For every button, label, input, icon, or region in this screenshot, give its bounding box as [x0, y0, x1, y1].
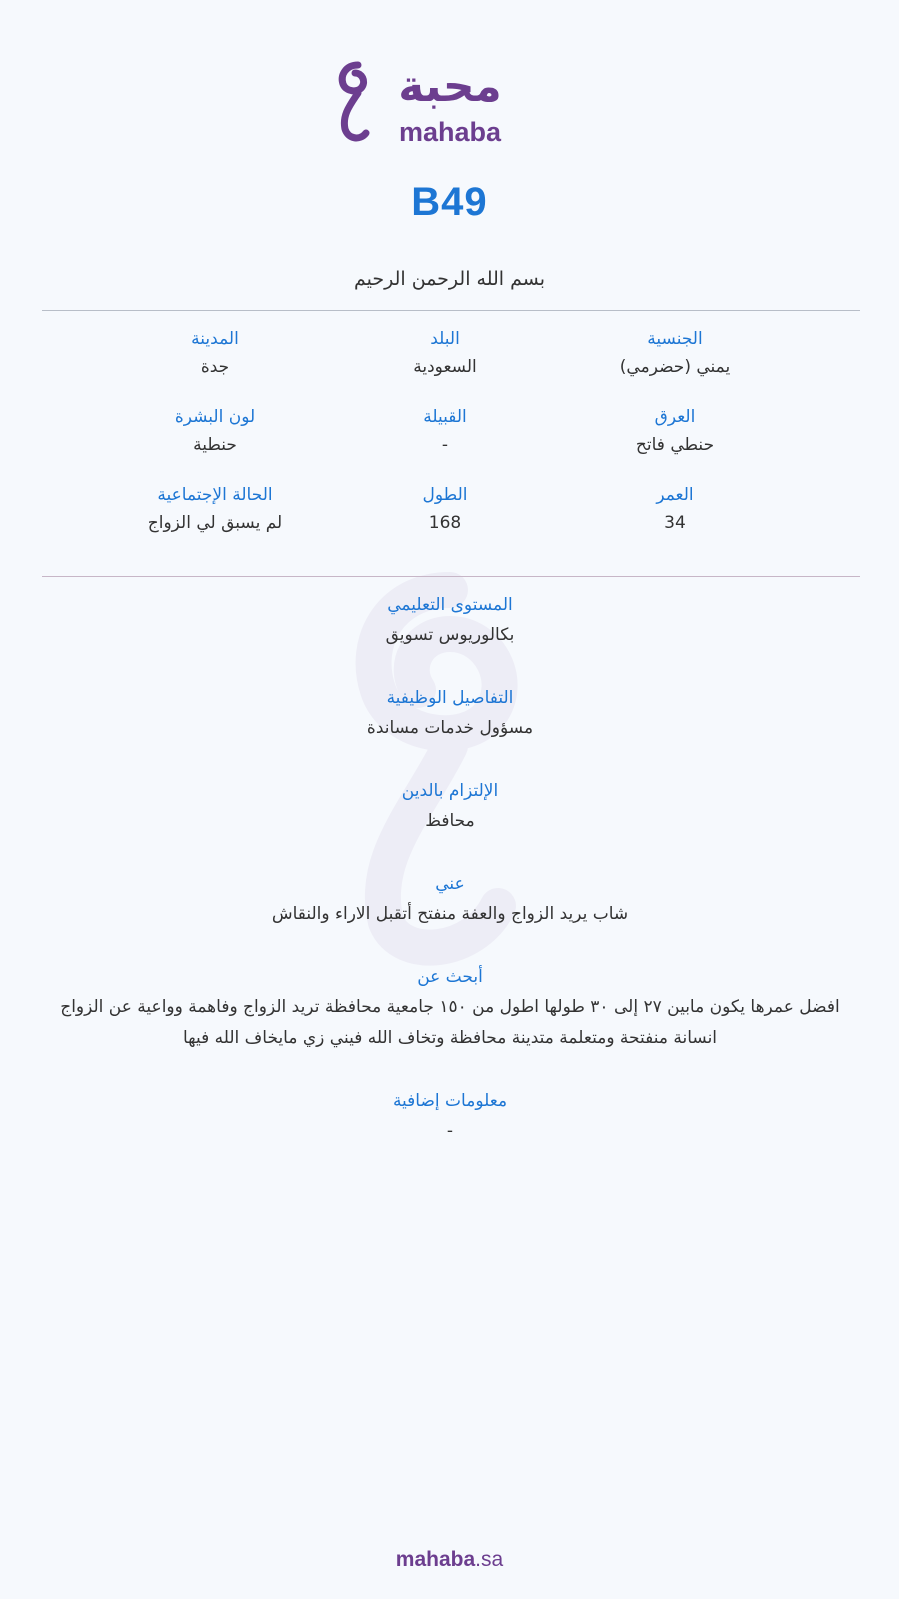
attr-marital-status	[100, 481, 330, 537]
section-value: افضل عمرها يكون مابين ٢٧ إلى ٣٠ طولها اطول من ١٥٠ جامعية محافظة تريد الزواج وفاهمة وواعية عن الزواج انسانة منفتحة ومتعلمة متدينة محافظة وتخاف الله فيني زي مايخاف الله فيها	[60, 997, 840, 1048]
details-sections	[40, 590, 860, 1179]
section-label: التفاصيل الوظيفية	[386, 688, 514, 708]
attr-value: 34	[664, 513, 686, 533]
attr-value: جدة	[200, 357, 230, 377]
section-value: -	[446, 1121, 454, 1141]
attr-value: حنطية	[193, 435, 237, 455]
section-value: مسؤول خدمات مساندة	[366, 718, 534, 738]
section-education	[40, 590, 860, 651]
attr-value: يمني (حضرمي)	[619, 357, 731, 377]
attr-label: الطول	[422, 485, 468, 505]
section-about-me	[40, 869, 860, 930]
attr-tribe	[330, 403, 560, 459]
attr-label: العمر	[656, 485, 694, 505]
footer-brand: mahaba	[395, 1548, 476, 1571]
logo-latin-text: mahaba	[398, 117, 502, 147]
section-label: المستوى التعليمي	[387, 595, 513, 615]
attr-age	[560, 481, 790, 537]
attr-country	[330, 325, 560, 381]
attr-value: -	[441, 435, 449, 455]
profile-code: B49	[411, 180, 488, 224]
attr-value: السعودية	[413, 357, 477, 377]
attr-city	[100, 325, 330, 381]
attr-skin-color	[100, 403, 330, 459]
section-value: بكالوريوس تسويق	[385, 625, 515, 645]
attr-height	[330, 481, 560, 537]
attr-value: حنطي فاتح	[635, 435, 715, 455]
attr-label: الجنسية	[647, 329, 703, 349]
section-value: شاب يريد الزواج والعفة منفتح أتقبل الاراء والنقاش	[271, 904, 629, 924]
attr-label: البلد	[430, 329, 460, 349]
divider-top	[42, 310, 860, 311]
attr-value: لم يسبق لي الزواج	[147, 513, 283, 533]
attr-ethnicity	[560, 403, 790, 459]
attr-label: المدينة	[191, 329, 239, 349]
attr-label: لون البشرة	[174, 407, 256, 427]
attr-value: 168	[428, 513, 462, 533]
attributes-grid	[100, 325, 790, 537]
footer-tld: .sa	[475, 1548, 504, 1571]
section-label: الإلتزام بالدين	[401, 781, 499, 801]
section-looking-for	[40, 962, 860, 1054]
section-religiosity	[40, 776, 860, 837]
logo-arabic-text: محبة	[398, 61, 502, 112]
section-value: محافظ	[425, 811, 475, 831]
basmala-text: بسم الله الرحمن الرحيم	[354, 268, 545, 290]
footer-website	[0, 1548, 899, 1572]
section-label: عني	[435, 874, 465, 894]
attr-nationality	[560, 325, 790, 381]
section-label: معلومات إضافية	[392, 1091, 508, 1111]
section-label: أبحث عن	[417, 967, 483, 987]
attr-label: القبيلة	[423, 407, 467, 427]
section-job	[40, 683, 860, 744]
attr-label: الحالة الإجتماعية	[157, 485, 273, 505]
divider-bottom	[42, 576, 860, 577]
mahaba-logo	[336, 55, 516, 151]
attr-label: العرق	[654, 407, 696, 427]
section-additional-info	[40, 1086, 860, 1147]
